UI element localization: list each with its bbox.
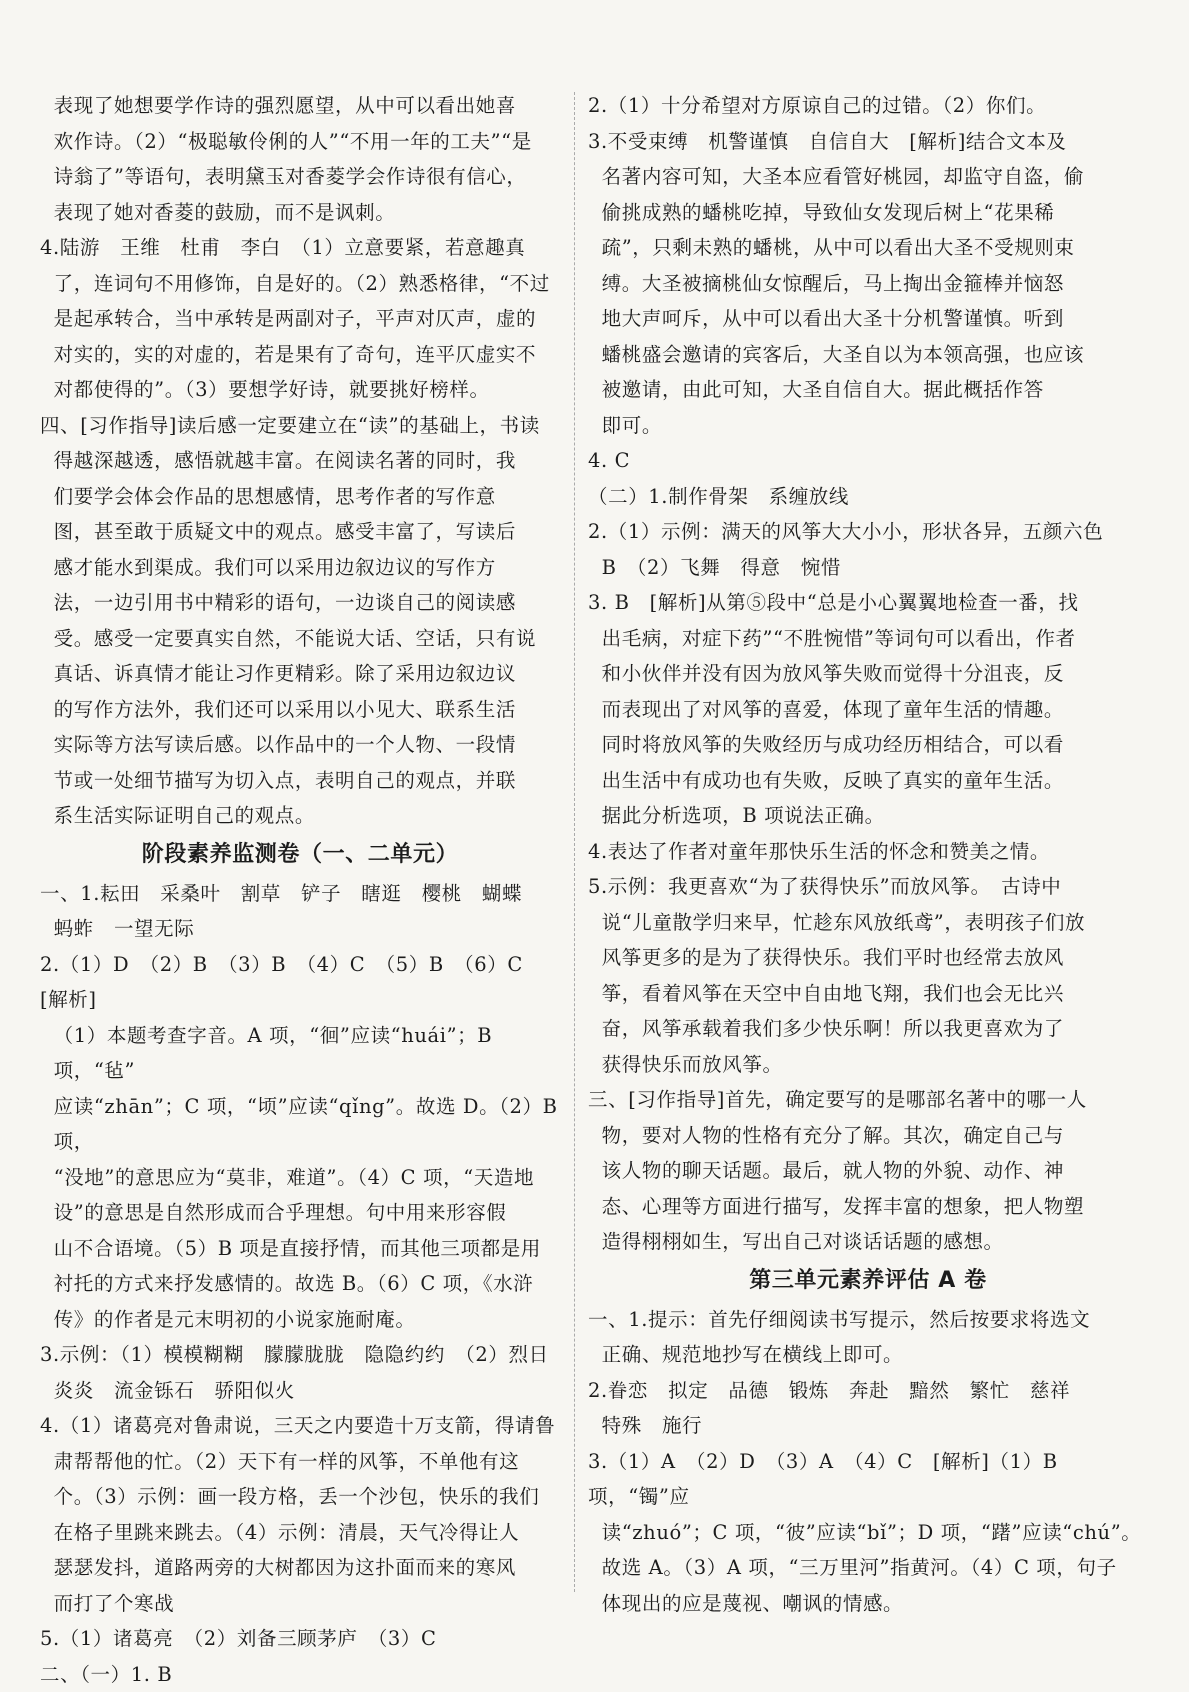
text-line: 物，要对人物的性格有充分了解。其次，确定自己与 — [588, 1118, 1148, 1154]
text-line: 和小伙伴并没有因为放风筝失败而觉得十分沮丧，反 — [588, 656, 1148, 692]
text-line: 地大声呵斥，从中可以看出大圣十分机警谨慎。听到 — [588, 301, 1148, 337]
text-line: 3.示例：（1）模模糊糊 朦朦胧胧 隐隐约约 （2）烈日 — [40, 1337, 560, 1373]
text-line: 对实的，实的对虚的，若是果有了奇句，连平仄虚实不 — [40, 337, 560, 373]
text-line: 出生活中有成功也有失败，反映了真实的童年生活。 — [588, 763, 1148, 799]
text-line: 在格子里跳来跳去。（4）示例：清晨，天气冷得让人 — [40, 1515, 560, 1551]
text-line: 4.陆游 王维 杜甫 李白 （1）立意要紧，若意趣真 — [40, 230, 560, 266]
text-line: 蚂蚱 一望无际 — [40, 911, 560, 947]
text-line: 真话、诉真情才能让习作更精彩。除了采用边叙边议 — [40, 656, 560, 692]
text-line: 受。感受一定要真实自然，不能说大话、空话，只有说 — [40, 621, 560, 657]
text-line: 正确、规范地抄写在横线上即可。 — [588, 1337, 1148, 1373]
text-line: 该人物的聊天话题。最后，就人物的外貌、动作、神 — [588, 1153, 1148, 1189]
text-line: 疏”，只剩未熟的蟠桃，从中可以看出大圣不受规则束 — [588, 230, 1148, 266]
text-line: 3. B [解析]从第⑤段中“总是小心翼翼地检查一番，找 — [588, 585, 1148, 621]
text-line: 偷挑成熟的蟠桃吃掉，导致仙女发现后树上“花果稀 — [588, 195, 1148, 231]
text-line: 应读“zhān”；C 项，“顷”应读“qǐng”。故选 D。（2）B 项， — [40, 1089, 560, 1160]
text-line: 设”的意思是自然形成而合乎理想。句中用来形容假 — [40, 1195, 560, 1231]
text-line: 获得快乐而放风筝。 — [588, 1047, 1148, 1083]
text-line: 蟠桃盛会邀请的宾客后，大圣自以为本领高强，也应该 — [588, 337, 1148, 373]
text-line: 2.眷恋 拟定 品德 锻炼 奔赴 黯然 繁忙 慈祥 — [588, 1373, 1148, 1409]
text-line: 奋，风筝承载着我们多少快乐啊！所以我更喜欢为了 — [588, 1011, 1148, 1047]
text-line: 表现了她对香菱的鼓励，而不是讽刺。 — [40, 195, 560, 231]
text-line: 而打了个寒战 — [40, 1586, 560, 1622]
section-heading: 阶段素养监测卷（一、二单元） — [40, 836, 560, 874]
section-heading: 第三单元素养评估 A 卷 — [588, 1262, 1148, 1300]
text-line: 一、1.提示：首先仔细阅读书写提示，然后按要求将选文 — [588, 1302, 1148, 1338]
text-line: 一、1.耘田 采桑叶 割草 铲子 瞎逛 樱桃 蝴蝶 — [40, 876, 560, 912]
text-line: 表现了她想要学作诗的强烈愿望，从中可以看出她喜 — [40, 88, 560, 124]
right-column — [588, 88, 1148, 1621]
text-line: 2.（1）示例：满天的风筝大大小小，形状各异，五颜六色 — [588, 514, 1148, 550]
text-line: 图，甚至敢于质疑文中的观点。感受丰富了，写读后 — [40, 514, 560, 550]
text-line: 4.（1）诸葛亮对鲁肃说，三天之内要造十万支箭，得请鲁 — [40, 1408, 560, 1444]
text-line: 山不合语境。（5）B 项是直接抒情，而其他三项都是用 — [40, 1231, 560, 1267]
column-divider — [574, 92, 575, 1592]
text-line: 欢作诗。（2）“极聪敏伶俐的人”“不用一年的工夫”“是 — [40, 124, 560, 160]
text-line: 名著内容可知，大圣本应看管好桃园，却监守自盗，偷 — [588, 159, 1148, 195]
text-line: 3.（1）A （2）D （3）A （4）C [解析]（1）B 项，“镯”应 — [588, 1444, 1148, 1515]
text-line: 而表现出了对风筝的喜爱，体现了童年生活的情趣。 — [588, 692, 1148, 728]
text-line: 特殊 施行 — [588, 1408, 1148, 1444]
text-line: 4.表达了作者对童年那快乐生活的怀念和赞美之情。 — [588, 834, 1148, 870]
text-line: 传》的作者是元末明初的小说家施耐庵。 — [40, 1302, 560, 1338]
text-line: 的写作方法外，我们还可以采用以小见大、联系生活 — [40, 692, 560, 728]
text-line: 瑟瑟发抖，道路两旁的大树都因为这扑面而来的寒风 — [40, 1550, 560, 1586]
text-line: 风筝更多的是为了获得快乐。我们平时也经常去放风 — [588, 940, 1148, 976]
text-line: 个。（3）示例：画一段方格，丢一个沙包，快乐的我们 — [40, 1479, 560, 1515]
text-line: 对都使得的”。（3）要想学好诗，就要挑好榜样。 — [40, 372, 560, 408]
text-line: 说“儿童散学归来早，忙趁东风放纸鸢”，表明孩子们放 — [588, 905, 1148, 941]
text-line: 炎炎 流金铄石 骄阳似火 — [40, 1373, 560, 1409]
text-line: 即可。 — [588, 408, 1148, 444]
text-line: 了，连词句不用修饰，自是好的。（2）熟悉格律，“不过 — [40, 266, 560, 302]
text-line: 肃帮帮他的忙。（2）天下有一样的风筝，不单他有这 — [40, 1444, 560, 1480]
text-line: 3.不受束缚 机警谨慎 自信自大 [解析]结合文本及 — [588, 124, 1148, 160]
text-line: 5.（1）诸葛亮 （2）刘备三顾茅庐 （3）C — [40, 1621, 560, 1657]
text-line: 三、[习作指导]首先，确定要写的是哪部名著中的哪一人 — [588, 1082, 1148, 1118]
text-line: 据此分析选项，B 项说法正确。 — [588, 798, 1148, 834]
text-line: “没地”的意思应为“莫非，难道”。（4）C 项，“天造地 — [40, 1160, 560, 1196]
text-line: 节或一处细节描写为切入点，表明自己的观点，并联 — [40, 763, 560, 799]
text-line: 感才能水到渠成。我们可以采用边叙边议的写作方 — [40, 550, 560, 586]
text-line: 2.（1）D （2）B （3）B （4）C （5）B （6）C [解析] — [40, 947, 560, 1018]
left-column — [40, 88, 560, 1692]
text-line: B （2）飞舞 得意 惋惜 — [588, 550, 1148, 586]
text-line: 故选 A。（3）A 项，“三万里河”指黄河。（4）C 项，句子 — [588, 1550, 1148, 1586]
text-line: 同时将放风筝的失败经历与成功经历相结合，可以看 — [588, 727, 1148, 763]
text-line: 法，一边引用书中精彩的语句，一边谈自己的阅读感 — [40, 585, 560, 621]
text-line: 筝，看着风筝在天空中自由地飞翔，我们也会无比兴 — [588, 976, 1148, 1012]
text-line: 是起承转合，当中承转是两副对子，平声对仄声，虚的 — [40, 301, 560, 337]
text-line: （1）本题考查字音。A 项，“徊”应读“huái”；B 项，“毡” — [40, 1018, 560, 1089]
text-line: 二、（一）1. B — [40, 1657, 560, 1692]
text-line: 体现出的应是蔑视、嘲讽的情感。 — [588, 1586, 1148, 1622]
text-line: 态、心理等方面进行描写，发挥丰富的想象，把人物塑 — [588, 1189, 1148, 1225]
text-line: （二）1.制作骨架 系缠放线 — [588, 479, 1148, 515]
text-line: 读“zhuó”；C 项，“彼”应读“bǐ”；D 项，“躇”应读“chú”。 — [588, 1515, 1148, 1551]
text-line: 衬托的方式来抒发感情的。故选 B。（6）C 项，《水浒 — [40, 1266, 560, 1302]
text-line: 4. C — [588, 443, 1148, 479]
text-line: 被邀请，由此可知，大圣自信自大。据此概括作答 — [588, 372, 1148, 408]
text-line: 实际等方法写读后感。以作品中的一个人物、一段情 — [40, 727, 560, 763]
text-line: 5.示例：我更喜欢“为了获得快乐”而放风筝。 古诗中 — [588, 869, 1148, 905]
text-line: 得越深越透，感悟就越丰富。在阅读名著的同时，我 — [40, 443, 560, 479]
text-line: 系生活实际证明自己的观点。 — [40, 798, 560, 834]
text-line: 2.（1）十分希望对方原谅自己的过错。（2）你们。 — [588, 88, 1148, 124]
text-line: 们要学会体会作品的思想感情，思考作者的写作意 — [40, 479, 560, 515]
text-line: 出毛病，对症下药”“不胜惋惜”等词句可以看出，作者 — [588, 621, 1148, 657]
text-line: 造得栩栩如生，写出自己对谈话话题的感想。 — [588, 1224, 1148, 1260]
text-line: 诗翁了”等语句，表明黛玉对香菱学会作诗很有信心， — [40, 159, 560, 195]
text-line: 四、[习作指导]读后感一定要建立在“读”的基础上，书读 — [40, 408, 560, 444]
text-line: 缚。大圣被摘桃仙女惊醒后，马上掏出金箍棒并恼怒 — [588, 266, 1148, 302]
